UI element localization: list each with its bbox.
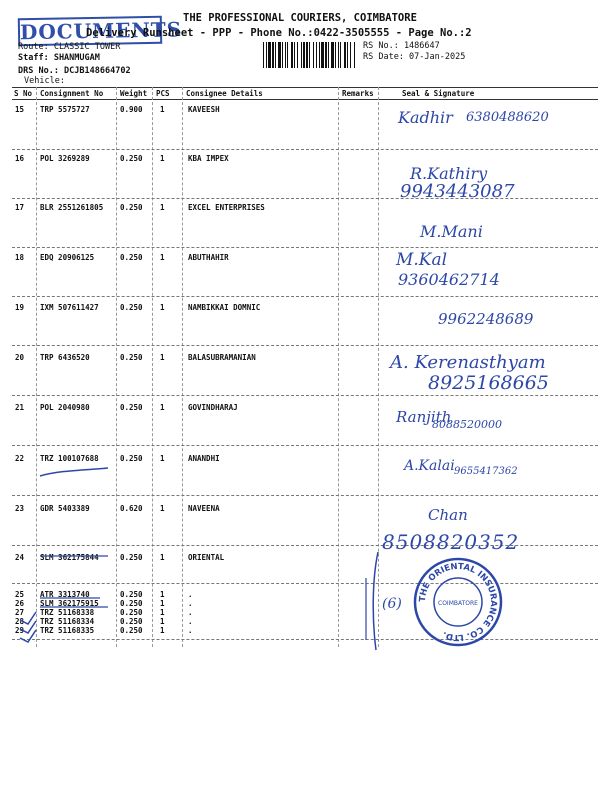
row-divider [12, 247, 598, 248]
cell-pcs: 1 [160, 504, 165, 513]
cell-sno: 28 [15, 617, 25, 626]
phone-23: 8508820352 [382, 530, 520, 554]
cell-pcs: 1 [160, 599, 165, 608]
barcode-bar [325, 42, 327, 68]
cell-pcs: 1 [160, 590, 165, 599]
cell-consignee: . [188, 608, 193, 617]
cell-weight: 0.250 [120, 253, 143, 262]
cell-consignment: TRZ 100107688 [40, 454, 99, 463]
table-top-rule [12, 87, 598, 88]
cell-weight: 0.250 [120, 590, 143, 599]
phone-22: 9655417362 [454, 466, 518, 477]
cell-pcs: 1 [160, 403, 165, 412]
cell-weight: 0.250 [120, 353, 143, 362]
cell-consignment: GDR 5403389 [40, 504, 90, 513]
column-divider [338, 87, 339, 647]
cell-weight: 0.250 [120, 626, 143, 635]
barcode-bar [282, 42, 283, 68]
cell-pcs: 1 [160, 253, 165, 262]
cell-pcs: 1 [160, 553, 165, 562]
cell-consignee: . [188, 626, 193, 635]
vehicle-info: Vehicle: [24, 76, 65, 86]
seal-center-text: COIMBATORE [438, 600, 478, 607]
column-divider [36, 87, 37, 647]
barcode-bar [294, 42, 295, 68]
signature-21: Ranjith [396, 408, 452, 426]
cell-weight: 0.900 [120, 105, 143, 114]
cell-consignment: BLR 2551261805 [40, 203, 104, 212]
cell-weight: 0.250 [120, 454, 143, 463]
cell-consignment: TRZ 51168335 [40, 626, 95, 635]
cell-sno: 21 [15, 403, 25, 412]
barcode-bar [347, 42, 348, 68]
cell-weight: 0.620 [120, 504, 143, 513]
phone-18: 9360462714 [398, 270, 500, 289]
barcode-bar [272, 42, 274, 68]
cell-pcs: 1 [160, 303, 165, 312]
barcode-bar [306, 42, 308, 68]
barcode-bar [331, 42, 334, 68]
signature-20: A. Kerenasthyam [390, 352, 546, 373]
barcode-bar [285, 42, 286, 68]
header-bottom-rule [12, 99, 598, 100]
cell-consignee: . [188, 590, 193, 599]
route-info: Route: CLASSIC TOWER [18, 42, 121, 52]
cell-weight: 0.250 [120, 154, 143, 163]
cell-sno: 16 [15, 154, 25, 163]
cell-sno: 18 [15, 253, 25, 262]
column-divider [378, 87, 379, 647]
cell-consignee: . [188, 617, 193, 626]
column-divider [182, 87, 183, 647]
documents-stamp: DOCUMENTS [18, 16, 162, 47]
phone-20: 8925168665 [428, 372, 549, 394]
signature-17: M.Mani [420, 222, 483, 241]
barcode-bar [321, 42, 324, 68]
cell-consignee: GOVINDHARAJ [188, 403, 238, 412]
staff-info: Staff: SHANMUGAM [18, 53, 100, 63]
cell-weight: 0.250 [120, 553, 143, 562]
cell-sno: 23 [15, 504, 25, 513]
cell-pcs: 1 [160, 608, 165, 617]
cell-consignee: ORIENTAL [188, 553, 225, 562]
barcode-bar [354, 42, 355, 68]
cell-pcs: 1 [160, 626, 165, 635]
row-divider [12, 395, 598, 396]
col-header-weight: Weight [120, 89, 148, 98]
cell-consignee: . [188, 599, 193, 608]
cell-consignee: KBA IMPEX [188, 154, 229, 163]
col-header-consignment: Consignment No [40, 89, 104, 98]
col-header-signature: Seal & Signature [402, 89, 475, 98]
cell-consignee: NAMBIKKAI DOMNIC [188, 303, 261, 312]
cell-consignment: TRP 5575727 [40, 105, 90, 114]
cell-weight: 0.250 [120, 617, 143, 626]
barcode-bar [313, 42, 314, 68]
signature-16: R.Kathiry [410, 164, 488, 183]
signature-15: Kadhir [398, 108, 453, 127]
barcode-bar [275, 42, 276, 68]
row-divider [12, 583, 598, 584]
cell-pcs: 1 [160, 105, 165, 114]
signature-18: M.Kal [396, 250, 448, 270]
cell-consignment: TRP 6436520 [40, 353, 90, 362]
cell-sno: 17 [15, 203, 25, 212]
cell-weight: 0.250 [120, 303, 143, 312]
signature-22: A.Kalai [404, 458, 455, 474]
cell-pcs: 1 [160, 154, 165, 163]
phone-19: 9962248689 [438, 310, 534, 328]
circled-number: (6) [382, 596, 402, 612]
cell-consignment: ATR 3313740 [40, 590, 90, 599]
drs-number: DRS No.: DCJB148664702 [18, 66, 131, 76]
barcode-bar [335, 42, 336, 68]
barcode-bar [268, 42, 271, 68]
barcode-bar [303, 42, 305, 68]
barcode-bar [338, 42, 339, 68]
col-header-sno: S No [14, 89, 33, 98]
cell-pcs: 1 [160, 454, 165, 463]
barcode-bar [301, 42, 302, 68]
cell-weight: 0.250 [120, 599, 143, 608]
cell-weight: 0.250 [120, 403, 143, 412]
row-divider [12, 639, 598, 640]
cell-sno: 22 [15, 454, 25, 463]
barcode-bar [266, 42, 267, 68]
insurance-seal [413, 557, 503, 647]
company-name: THE PROFESSIONAL COURIERS, COIMBATORE [183, 12, 417, 24]
phone-16: 9943443087 [400, 181, 515, 202]
runsheet-subtitle: Delivery Runsheet - PPP - Phone No.:0422-3505555 - Page No.:2 [86, 27, 472, 39]
cell-sno: 27 [15, 608, 25, 617]
cell-consignee: ABUTHAHIR [188, 253, 229, 262]
rs-date: RS Date: 07-Jan-2025 [363, 52, 466, 62]
barcode-bar [278, 42, 281, 68]
row-divider [12, 345, 598, 346]
row-divider [12, 149, 598, 150]
seal-ring-text: THE ORIENTAL INSURANCE CO. LTD. [417, 561, 499, 643]
cell-pcs: 1 [160, 617, 165, 626]
cell-consignment: IXM 507611427 [40, 303, 99, 312]
cell-sno: 19 [15, 303, 25, 312]
cell-sno: 20 [15, 353, 25, 362]
cell-consignment: POL 2040980 [40, 403, 90, 412]
barcode-bar [344, 42, 346, 68]
cell-consignee: BALASUBRAMANIAN [188, 353, 256, 362]
barcode-bar [316, 42, 317, 68]
cell-sno: 24 [15, 553, 25, 562]
row-divider [12, 495, 598, 496]
column-divider [116, 87, 117, 647]
cell-pcs: 1 [160, 353, 165, 362]
cell-consignee: EXCEL ENTERPRISES [188, 203, 265, 212]
cell-consignment: POL 3269289 [40, 154, 90, 163]
cell-consignment: TRZ 51168338 [40, 608, 95, 617]
barcode-bar [263, 42, 264, 68]
cell-consignee: NAVEENA [188, 504, 220, 513]
signature-23: Chan [428, 506, 468, 524]
col-header-remarks: Remarks [342, 89, 374, 98]
cell-weight: 0.250 [120, 203, 143, 212]
barcode-bar [309, 42, 310, 68]
col-header-pcs: PCS [156, 89, 170, 98]
barcode-bar [350, 42, 351, 68]
barcode-bar [328, 42, 329, 68]
barcode [263, 42, 356, 68]
cell-sno: 26 [15, 599, 25, 608]
rs-number: RS No.: 1486647 [363, 41, 440, 51]
barcode-bar [340, 42, 341, 68]
barcode-bar [287, 42, 288, 68]
cell-sno: 25 [15, 590, 25, 599]
column-divider [152, 87, 153, 647]
cell-weight: 0.250 [120, 608, 143, 617]
cell-consignee: ANANDHI [188, 454, 220, 463]
row-divider [12, 445, 598, 446]
cell-consignment: SLM 362175844 [40, 553, 99, 562]
cell-sno: 29 [15, 626, 25, 635]
cell-consignment: EDQ 20906125 [40, 253, 95, 262]
row-divider [12, 296, 598, 297]
phone-15: 6380488620 [466, 110, 549, 125]
barcode-bar [291, 42, 293, 68]
cell-consignee: KAVEESH [188, 105, 220, 114]
cell-sno: 15 [15, 105, 25, 114]
barcode-bar [319, 42, 320, 68]
cell-pcs: 1 [160, 203, 165, 212]
cell-consignment: SLM 362175915 [40, 599, 99, 608]
cell-consignment: TRZ 51168334 [40, 617, 95, 626]
col-header-consignee: Consignee Details [186, 89, 263, 98]
barcode-bar [297, 42, 298, 68]
phone-21: 8088520000 [432, 418, 502, 431]
